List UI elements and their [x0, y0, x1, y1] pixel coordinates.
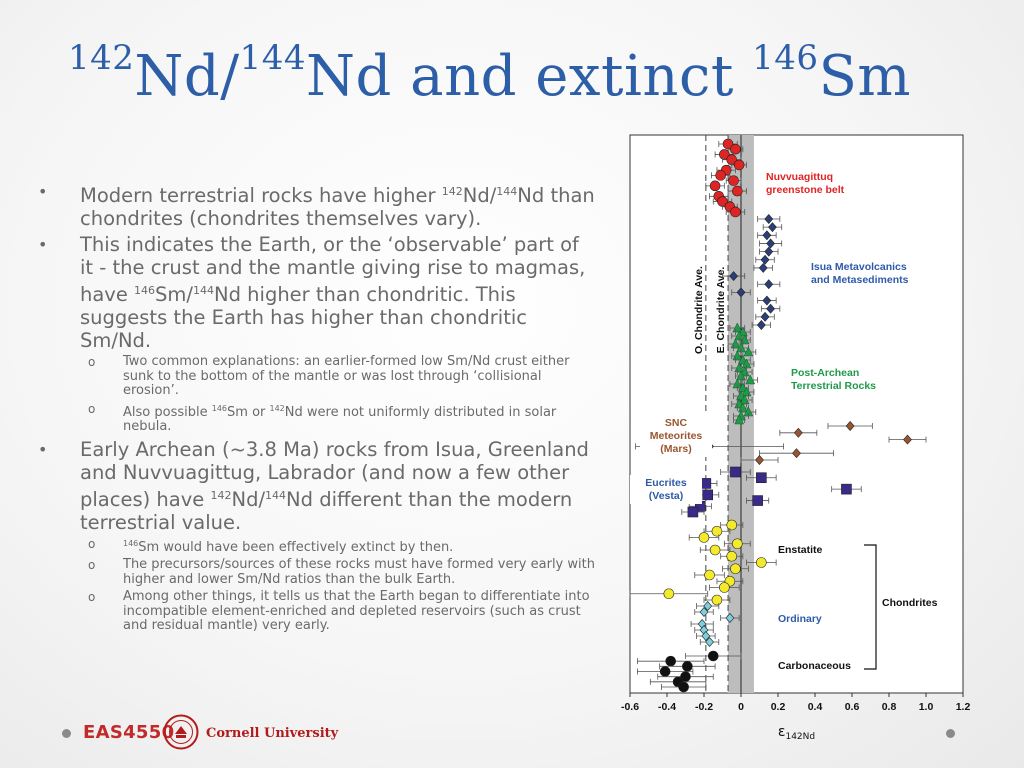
- university-logo: Cornell University: [206, 726, 339, 741]
- x-tick-label: 1.2: [955, 701, 971, 713]
- data-point: [705, 570, 715, 580]
- sub-bullet-glyph: o: [88, 590, 96, 604]
- bullet-item: • This indicates the Earth, or the ‘observable’ part of it - the crust and the mantle giving rise to magmas, have $^{146}$Sm/$^{144}$Nd higher than chondritic. This suggests the Earth has higher than chondritic Sm/Nd.: [38, 233, 586, 352]
- data-point: [732, 539, 742, 549]
- bullet-list: [38, 180, 598, 637]
- x-axis-label: [778, 724, 815, 742]
- reference-line-label: O. Chondrite Ave.: [692, 266, 705, 354]
- x-tick-label: -0.4: [657, 701, 677, 713]
- reference-line-label: E. Chondrite Ave.: [715, 266, 728, 354]
- data-point: [703, 490, 713, 500]
- sub-bullet-item: o Also possible $^{146}$Sm or $^{142}$Nd were not uniformly distributed in solar nebula.: [88, 401, 557, 434]
- series-label: [766, 171, 845, 196]
- data-point: [660, 667, 670, 677]
- x-tick-label: 0.2: [770, 701, 786, 713]
- plot-frame: [630, 135, 963, 693]
- sub-bullet-glyph: o: [88, 401, 96, 416]
- bullet-item: • Early Archean (~3.8 Ma) rocks from Isua, Greenland and Nuvvuagittug, Labrador (and now a few other places) have $^{142}$Nd/$^{144}$Nd different than the modern terrestrial value.: [38, 437, 589, 534]
- epsilon-142nd-chart: [618, 130, 978, 745]
- sub-bullet-item: o Among other things, it tells us that the Earth began to differentiate into incompatible element-enriched and depleted reservoirs (such as crust and residual mantle) very early.: [88, 589, 590, 633]
- series-label-line: Enstatite: [778, 544, 823, 556]
- sub-bullet-glyph: o: [88, 536, 96, 551]
- bullet-glyph: •: [38, 439, 48, 459]
- data-point: [716, 170, 726, 180]
- sub-bullet-glyph: o: [88, 355, 96, 369]
- series-label: [645, 477, 687, 502]
- series-label-line: (Mars): [660, 443, 692, 455]
- series-label-line: Nuvvuagittuq: [766, 171, 834, 183]
- series-label: [778, 660, 851, 672]
- series-label-line: and Metasediments: [811, 274, 909, 286]
- course-logo: EAS4550: [83, 722, 175, 743]
- data-point: [727, 520, 737, 530]
- bullet-glyph: •: [38, 235, 48, 254]
- data-point: [730, 467, 740, 477]
- x-tick-label: 0.8: [881, 701, 897, 713]
- series-label-line: SNC: [664, 417, 688, 429]
- data-point: [701, 478, 711, 488]
- data-point: [841, 484, 851, 494]
- data-point: [666, 656, 676, 666]
- sub-bullet-item: o Two common explanations: an earlier-formed low Sm/Nd crust either sunk to the bottom of the mantle or was lost through ‘collisional erosion’.: [88, 354, 570, 398]
- data-point: [664, 589, 674, 599]
- data-point: [710, 181, 720, 191]
- x-tick-label: 1.0: [918, 701, 934, 713]
- sub-bullet-item: o $^{146}$Sm would have been effectively extinct by then.: [88, 536, 454, 555]
- data-point: [756, 558, 766, 568]
- series-label-line: Isua Metavolcanics: [811, 261, 907, 273]
- data-point: [688, 507, 698, 517]
- data-point: [682, 661, 692, 671]
- data-point: [730, 207, 740, 217]
- bullet-item: • Modern terrestrial rocks have higher $^{142}$Nd/$^{144}$Nd than chondrites (chondrites themselves vary).: [38, 182, 595, 230]
- x-tick-label: 0.6: [844, 701, 860, 713]
- series-label: [778, 613, 822, 625]
- series-label-line: Terrestrial Rocks: [791, 380, 877, 392]
- data-point: [729, 176, 739, 186]
- x-tick-label: 0: [738, 701, 744, 713]
- x-axis-label-symbol: ε: [777, 724, 786, 740]
- sub-bullet-item: o The precursors/sources of these rocks must have formed very early with higher and lower Sm/Nd ratios than the bulk Earth.: [88, 557, 595, 587]
- data-point: [699, 533, 709, 543]
- cornell-seal-icon: [163, 714, 199, 750]
- series-label-line: Meteorites: [649, 430, 703, 442]
- data-point: [753, 496, 763, 506]
- x-axis-label-subscript: 142Nd: [785, 732, 816, 742]
- data-point: [679, 682, 689, 692]
- data-point: [708, 651, 718, 661]
- series-label-line: greenstone belt: [766, 184, 845, 196]
- sub-bullet-glyph: o: [88, 558, 96, 572]
- bullet-glyph: •: [38, 182, 48, 201]
- x-tick-label: 0.4: [807, 701, 823, 713]
- nav-next-dot[interactable]: [946, 729, 955, 738]
- series-label-line: Carbonaceous: [778, 660, 851, 672]
- data-point: [712, 595, 722, 605]
- series-label: [811, 261, 909, 286]
- series-label-line: (Vesta): [648, 490, 684, 502]
- series-label-line: Post-Archean: [791, 367, 860, 379]
- data-point: [712, 526, 722, 536]
- x-tick-label: -0.2: [694, 701, 714, 713]
- nav-prev-dot[interactable]: [62, 729, 71, 738]
- data-point: [730, 564, 740, 574]
- series-label-line: Ordinary: [778, 613, 822, 625]
- data-point: [719, 583, 729, 593]
- slide-title: $^{142}$Nd/$^{144}$Nd and extinct $^{146}$Sm: [68, 38, 912, 109]
- data-point: [730, 144, 740, 154]
- chondrites-label: Chondrites: [882, 597, 938, 609]
- data-point: [756, 473, 766, 483]
- series-label-line: Eucrites: [645, 477, 687, 489]
- x-tick-label: -0.6: [620, 701, 640, 713]
- data-point: [732, 186, 742, 196]
- series-label: [778, 544, 823, 556]
- data-point: [727, 551, 737, 561]
- data-point: [710, 545, 720, 555]
